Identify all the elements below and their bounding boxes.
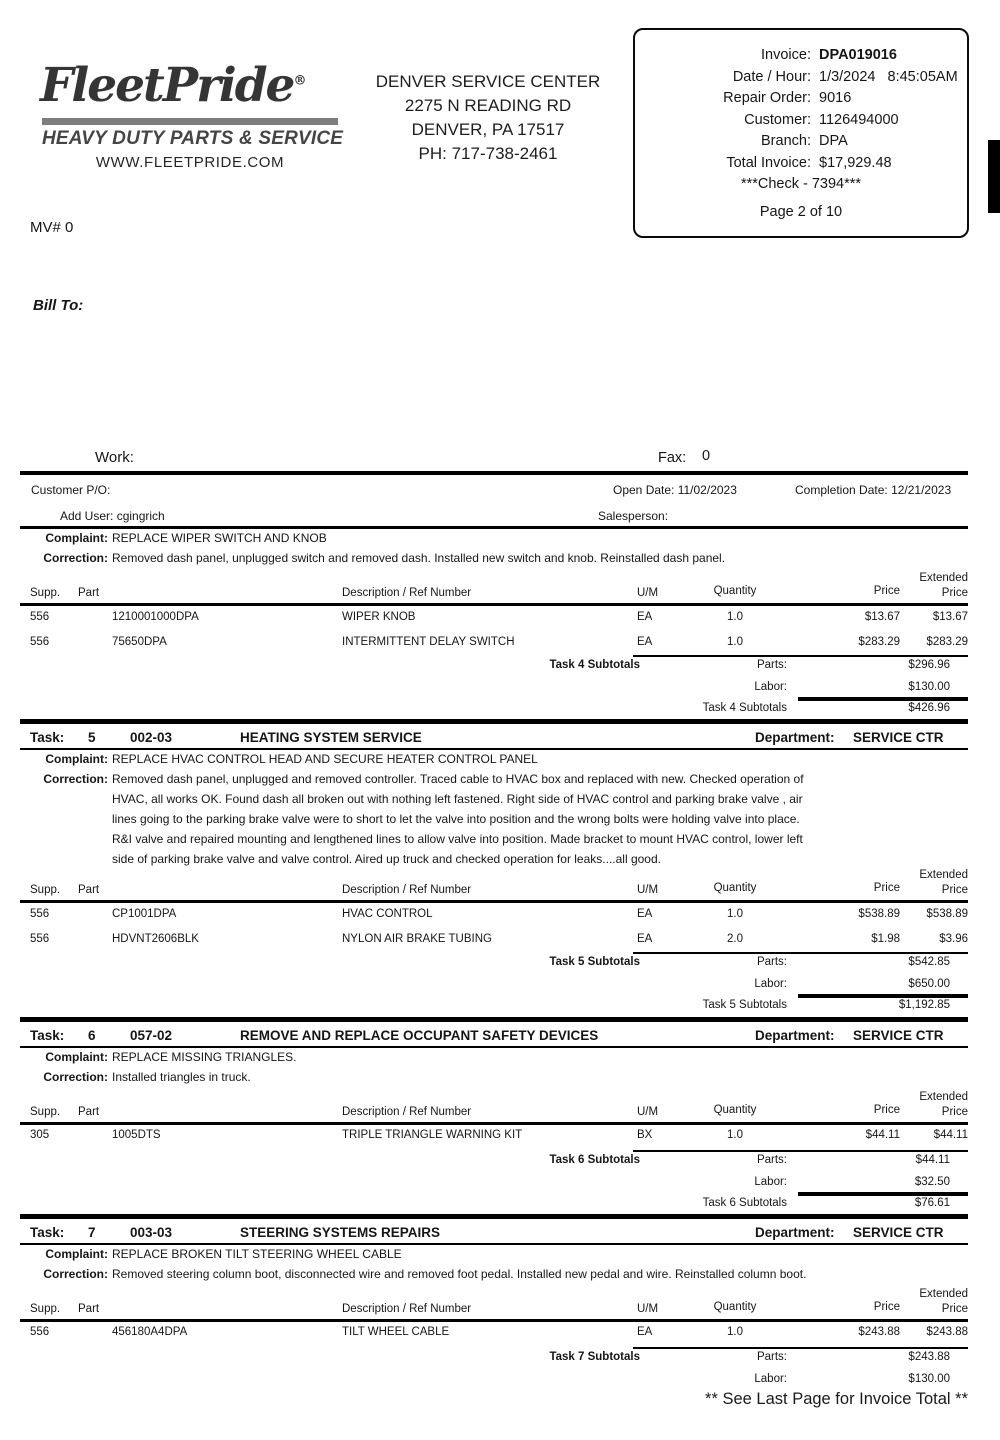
cell-supp: 556 xyxy=(30,908,50,920)
col-part: Part xyxy=(78,587,100,599)
cell-supp: 556 xyxy=(30,636,50,648)
page-indicator: Page 2 of 10 xyxy=(759,204,843,220)
col-supp: Supp. xyxy=(30,587,61,599)
col-price: Price xyxy=(873,882,900,894)
task-subtotals-heading: Task 6 Subtotals xyxy=(549,1154,640,1166)
department-value: SERVICE CTR xyxy=(853,1028,944,1043)
task-total-value: $1,192.85 xyxy=(898,999,950,1011)
complaint-label: Complaint: xyxy=(45,1247,108,1261)
service-center-city: DENVER, PA 17517 xyxy=(411,120,565,139)
open-date-label: Open Date: xyxy=(613,483,675,497)
cell-um: EA xyxy=(637,908,653,920)
cell-description: NYLON AIR BRAKE TUBING xyxy=(342,933,492,945)
col-um: U/M xyxy=(637,1303,659,1315)
service-center-phone: PH: 717-738-2461 xyxy=(418,144,558,163)
cell-price: $44.11 xyxy=(865,1129,900,1141)
col-description: Description / Ref Number xyxy=(342,587,472,599)
col-supp: Supp. xyxy=(30,1303,61,1315)
invoice-summary-box xyxy=(633,28,969,238)
cell-quantity: 1.0 xyxy=(727,1326,743,1338)
table-header-rule xyxy=(20,900,968,903)
complaint-text: REPLACE HVAC CONTROL HEAD AND SECURE HEATER CONTROL PANEL xyxy=(112,752,538,766)
cell-price: $243.88 xyxy=(858,1326,900,1338)
task-code: 003-03 xyxy=(130,1225,173,1240)
completion-date-value: 12/21/2023 xyxy=(891,483,952,497)
labor-label: Labor: xyxy=(754,681,787,693)
cell-um: EA xyxy=(637,636,653,648)
correction-text: HVAC, all works OK. Found dash all broken out with nothing left fastened. Right side of HVAC control and parking brake valve , air xyxy=(112,792,803,806)
col-part: Part xyxy=(78,884,100,896)
cell-part: 456180A4DPA xyxy=(112,1326,188,1338)
task-number: 6 xyxy=(88,1028,96,1043)
task-separator xyxy=(20,1214,968,1219)
labor-label: Labor: xyxy=(754,978,787,990)
cell-price: $538.89 xyxy=(858,908,900,920)
cell-part: 75650DPA xyxy=(112,636,167,648)
complaint-label: Complaint: xyxy=(45,1050,108,1064)
parts-label: Parts: xyxy=(756,956,787,968)
meta-divider xyxy=(20,526,968,529)
cell-description: HVAC CONTROL xyxy=(342,908,433,920)
service-center-name: DENVER SERVICE CENTER xyxy=(375,72,601,91)
cell-extended-price: $44.11 xyxy=(933,1129,968,1141)
fax-value: 0 xyxy=(702,448,711,464)
col-quantity: Quantity xyxy=(713,1104,757,1116)
cell-um: EA xyxy=(637,1326,653,1338)
labor-subtotal: $650.00 xyxy=(908,978,950,990)
invoice-number: DPA019016 xyxy=(819,47,897,63)
department-value: SERVICE CTR xyxy=(853,730,944,745)
col-extended: Extended xyxy=(919,1091,968,1103)
completion-date xyxy=(795,483,951,497)
scan-artifact-bar xyxy=(988,140,1000,213)
cell-part: CP1001DPA xyxy=(112,908,177,920)
items-sum-rule xyxy=(633,655,968,657)
complaint-label: Complaint: xyxy=(45,752,108,766)
department-label: Department: xyxy=(755,730,835,745)
cell-description: INTERMITTENT DELAY SWITCH xyxy=(342,636,515,648)
service-center-street: 2275 N READING RD xyxy=(404,96,572,115)
cell-um: EA xyxy=(637,933,653,945)
col-extended: Extended xyxy=(919,1288,968,1300)
correction-text: Installed triangles in truck. xyxy=(112,1070,251,1084)
add-user-label: Add User: xyxy=(60,509,114,523)
check-number-line: ***Check - 7394*** xyxy=(740,176,862,192)
labor-subtotal: $32.50 xyxy=(914,1176,950,1188)
items-sum-rule xyxy=(633,1347,968,1349)
correction-text: Removed dash panel, unplugged switch and removed dash. Installed new switch and knob. Reinstalled dash panel. xyxy=(112,551,726,565)
task-header-rule xyxy=(20,1046,968,1048)
customer-number: 1126494000 xyxy=(819,111,899,128)
col-extended-price: Price xyxy=(941,884,968,896)
cell-part: HDVNT2606BLK xyxy=(112,933,199,945)
add-user xyxy=(60,509,165,523)
task-total-label: Task 6 Subtotals xyxy=(702,1197,787,1209)
task-code: 002-03 xyxy=(130,730,173,745)
task-label: Task: xyxy=(30,730,65,745)
cell-price: $283.29 xyxy=(858,636,900,648)
cell-um: BX xyxy=(637,1129,653,1141)
correction-label: Correction: xyxy=(43,772,108,786)
labor-label: Labor: xyxy=(754,1176,787,1188)
date-hour-row xyxy=(635,69,967,91)
parts-subtotal: $542.85 xyxy=(908,956,950,968)
task-number: 7 xyxy=(88,1225,96,1240)
customer-label: Customer: xyxy=(744,111,811,128)
correction-text: side of parking brake valve and valve control. Aired up truck and checked operation for leaks....all good. xyxy=(112,852,661,866)
col-supp: Supp. xyxy=(30,1106,61,1118)
col-extended-price: Price xyxy=(941,1303,968,1315)
cell-price: $1.98 xyxy=(871,933,900,945)
complaint-text: REPLACE WIPER SWITCH AND KNOB xyxy=(112,531,327,545)
cell-quantity: 1.0 xyxy=(727,636,743,648)
table-header-rule xyxy=(20,603,968,606)
total-rule xyxy=(798,1192,968,1196)
total-invoice-value: $17,929.48 xyxy=(819,154,892,171)
task-number: 5 xyxy=(88,730,96,745)
bill-to-label: Bill To: xyxy=(33,297,84,314)
task-separator xyxy=(20,1017,968,1022)
col-price: Price xyxy=(873,585,900,597)
col-description: Description / Ref Number xyxy=(342,884,472,896)
correction-label: Correction: xyxy=(43,1267,108,1281)
col-extended: Extended xyxy=(919,572,968,584)
cell-supp: 556 xyxy=(30,611,50,623)
parts-label: Parts: xyxy=(756,1351,787,1363)
date-hour-value: 1/3/2024 8:45:05AM xyxy=(819,68,958,85)
task-label: Task: xyxy=(30,1028,65,1043)
branch-label: Branch: xyxy=(761,133,811,149)
items-sum-rule xyxy=(633,1150,968,1152)
cell-extended-price: $13.67 xyxy=(932,611,968,623)
labor-subtotal: $130.00 xyxy=(908,1373,950,1385)
items-sum-rule xyxy=(633,952,968,954)
date-hour-label: Date / Hour: xyxy=(732,68,811,85)
cell-description: WIPER KNOB xyxy=(342,611,416,623)
task-header-rule xyxy=(20,748,968,750)
complaint-text: REPLACE MISSING TRIANGLES. xyxy=(112,1050,297,1064)
brand-name: FleetPride xyxy=(40,58,294,113)
task-label: Task: xyxy=(30,1225,65,1240)
department-value: SERVICE CTR xyxy=(853,1225,944,1240)
task-title: REMOVE AND REPLACE OCCUPANT SAFETY DEVICES xyxy=(240,1028,599,1043)
cell-quantity: 2.0 xyxy=(727,933,743,945)
parts-label: Parts: xyxy=(756,1154,787,1166)
work-label: Work: xyxy=(95,449,134,466)
total-rule xyxy=(798,994,968,998)
task-total-label: Task 4 Subtotals xyxy=(702,702,787,714)
cell-quantity: 1.0 xyxy=(727,1129,743,1141)
col-part: Part xyxy=(78,1106,100,1118)
repair-order-label: Repair Order: xyxy=(723,90,811,106)
col-quantity: Quantity xyxy=(713,1301,757,1313)
registered-mark: ® xyxy=(293,73,307,89)
invoice-label: Invoice: xyxy=(761,47,811,63)
total-invoice-label: Total Invoice: xyxy=(726,154,811,171)
parts-subtotal: $44.11 xyxy=(915,1154,950,1166)
add-user-value: cgingrich xyxy=(116,509,165,523)
parts-label: Parts: xyxy=(756,659,787,671)
cell-um: EA xyxy=(637,611,653,623)
correction-text: Removed steering column boot, disconnected wire and removed foot pedal. Installed new pedal and wire. Reinstalled column boot. xyxy=(112,1267,807,1281)
task-total-label: Task 5 Subtotals xyxy=(702,999,787,1011)
col-supp: Supp. xyxy=(30,884,61,896)
correction-label: Correction: xyxy=(43,551,108,565)
correction-label: Correction: xyxy=(43,1070,108,1084)
service-center-address xyxy=(348,70,628,166)
col-quantity: Quantity xyxy=(713,882,757,894)
cell-quantity: 1.0 xyxy=(727,611,743,623)
fax-label: Fax: xyxy=(658,450,687,466)
mv-label: MV# 0 xyxy=(30,219,74,236)
repair-order-value: 9016 xyxy=(819,90,852,106)
col-description: Description / Ref Number xyxy=(342,1106,472,1118)
col-price: Price xyxy=(873,1301,900,1313)
col-um: U/M xyxy=(637,587,659,599)
labor-label: Labor: xyxy=(754,1373,787,1385)
task-title: HEATING SYSTEM SERVICE xyxy=(240,730,422,745)
department-label: Department: xyxy=(755,1028,835,1043)
customer-row xyxy=(635,112,967,134)
task-subtotals-heading: Task 5 Subtotals xyxy=(549,956,640,968)
cell-extended-price: $3.96 xyxy=(939,933,968,945)
logo-divider-bar xyxy=(42,118,338,125)
task-subtotals-heading: Task 4 Subtotals xyxy=(549,659,640,671)
cell-supp: 556 xyxy=(30,933,50,945)
work-underline xyxy=(20,471,968,475)
parts-table-task5 xyxy=(20,869,968,1034)
col-part: Part xyxy=(78,1303,100,1315)
parts-subtotal: $243.88 xyxy=(908,1351,950,1363)
customer-po-label: Customer P/O: xyxy=(31,483,111,497)
website-url: WWW.FLEETPRIDE.COM xyxy=(95,154,285,171)
col-quantity: Quantity xyxy=(713,585,757,597)
branch-value: DPA xyxy=(819,133,848,149)
salesperson-label: Salesperson: xyxy=(598,509,669,523)
col-price: Price xyxy=(873,1104,900,1116)
cell-quantity: 1.0 xyxy=(727,908,743,920)
department-label: Department: xyxy=(755,1225,835,1240)
open-date xyxy=(613,483,737,497)
cell-extended-price: $243.88 xyxy=(926,1326,968,1338)
correction-text: Removed dash panel, unplugged and removed controller. Traced cable to HVAC box and replaced with new. Checked operation of xyxy=(112,772,804,786)
col-extended-price: Price xyxy=(941,587,968,599)
correction-text: lines going to the parking brake valve were to short to let the valve into position and the wrong bolts were holding valve into place. xyxy=(112,812,800,826)
cell-description: TRIPLE TRIANGLE WARNING KIT xyxy=(342,1129,523,1141)
table-header-rule xyxy=(20,1319,968,1322)
task-subtotals-heading: Task 7 Subtotals xyxy=(549,1351,640,1363)
branch-row xyxy=(635,133,967,155)
task-code: 057-02 xyxy=(130,1028,173,1043)
col-extended: Extended xyxy=(919,869,968,881)
complaint-label: Complaint: xyxy=(45,531,108,545)
completion-date-label: Completion Date: xyxy=(795,483,888,497)
cell-part: 1210001000DPA xyxy=(112,611,199,623)
parts-table-task6 xyxy=(20,1091,968,1231)
brand-tagline: HEAVY DUTY PARTS & SERVICE xyxy=(42,128,344,149)
cell-extended-price: $283.29 xyxy=(926,636,968,648)
col-description: Description / Ref Number xyxy=(342,1303,472,1315)
table-header-rule xyxy=(20,1122,968,1125)
task-separator xyxy=(20,719,968,724)
task-total-value: $76.61 xyxy=(914,1197,950,1209)
col-um: U/M xyxy=(637,1106,659,1118)
brand-logo xyxy=(40,58,306,113)
col-um: U/M xyxy=(637,884,659,896)
invoice-total-note: ** See Last Page for Invoice Total ** xyxy=(705,1390,968,1408)
task-total-value: $426.96 xyxy=(908,702,950,714)
parts-table-task4 xyxy=(20,572,968,737)
task-title: STEERING SYSTEMS REPAIRS xyxy=(240,1225,441,1240)
parts-subtotal: $296.96 xyxy=(908,659,950,671)
col-extended-price: Price xyxy=(941,1106,968,1118)
labor-subtotal: $130.00 xyxy=(908,681,950,693)
cell-part: 1005DTS xyxy=(112,1129,161,1141)
total-rule xyxy=(798,697,968,701)
cell-extended-price: $538.89 xyxy=(926,908,968,920)
correction-text: R&I valve and repaired mounting and lengthened lines to allow valve into position. Made bracket to mount HVAC control, lower left xyxy=(112,832,803,846)
invoice-number-row xyxy=(635,47,967,69)
open-date-value: 11/02/2023 xyxy=(677,483,737,497)
complaint-text: REPLACE BROKEN TILT STEERING WHEEL CABLE xyxy=(112,1247,402,1261)
cell-supp: 556 xyxy=(30,1326,50,1338)
total-invoice-row xyxy=(635,155,967,177)
repair-order-row xyxy=(635,90,967,112)
cell-price: $13.67 xyxy=(864,611,900,623)
cell-description: TILT WHEEL CABLE xyxy=(342,1326,450,1338)
cell-supp: 305 xyxy=(30,1129,50,1141)
task-header-rule xyxy=(20,1243,968,1245)
